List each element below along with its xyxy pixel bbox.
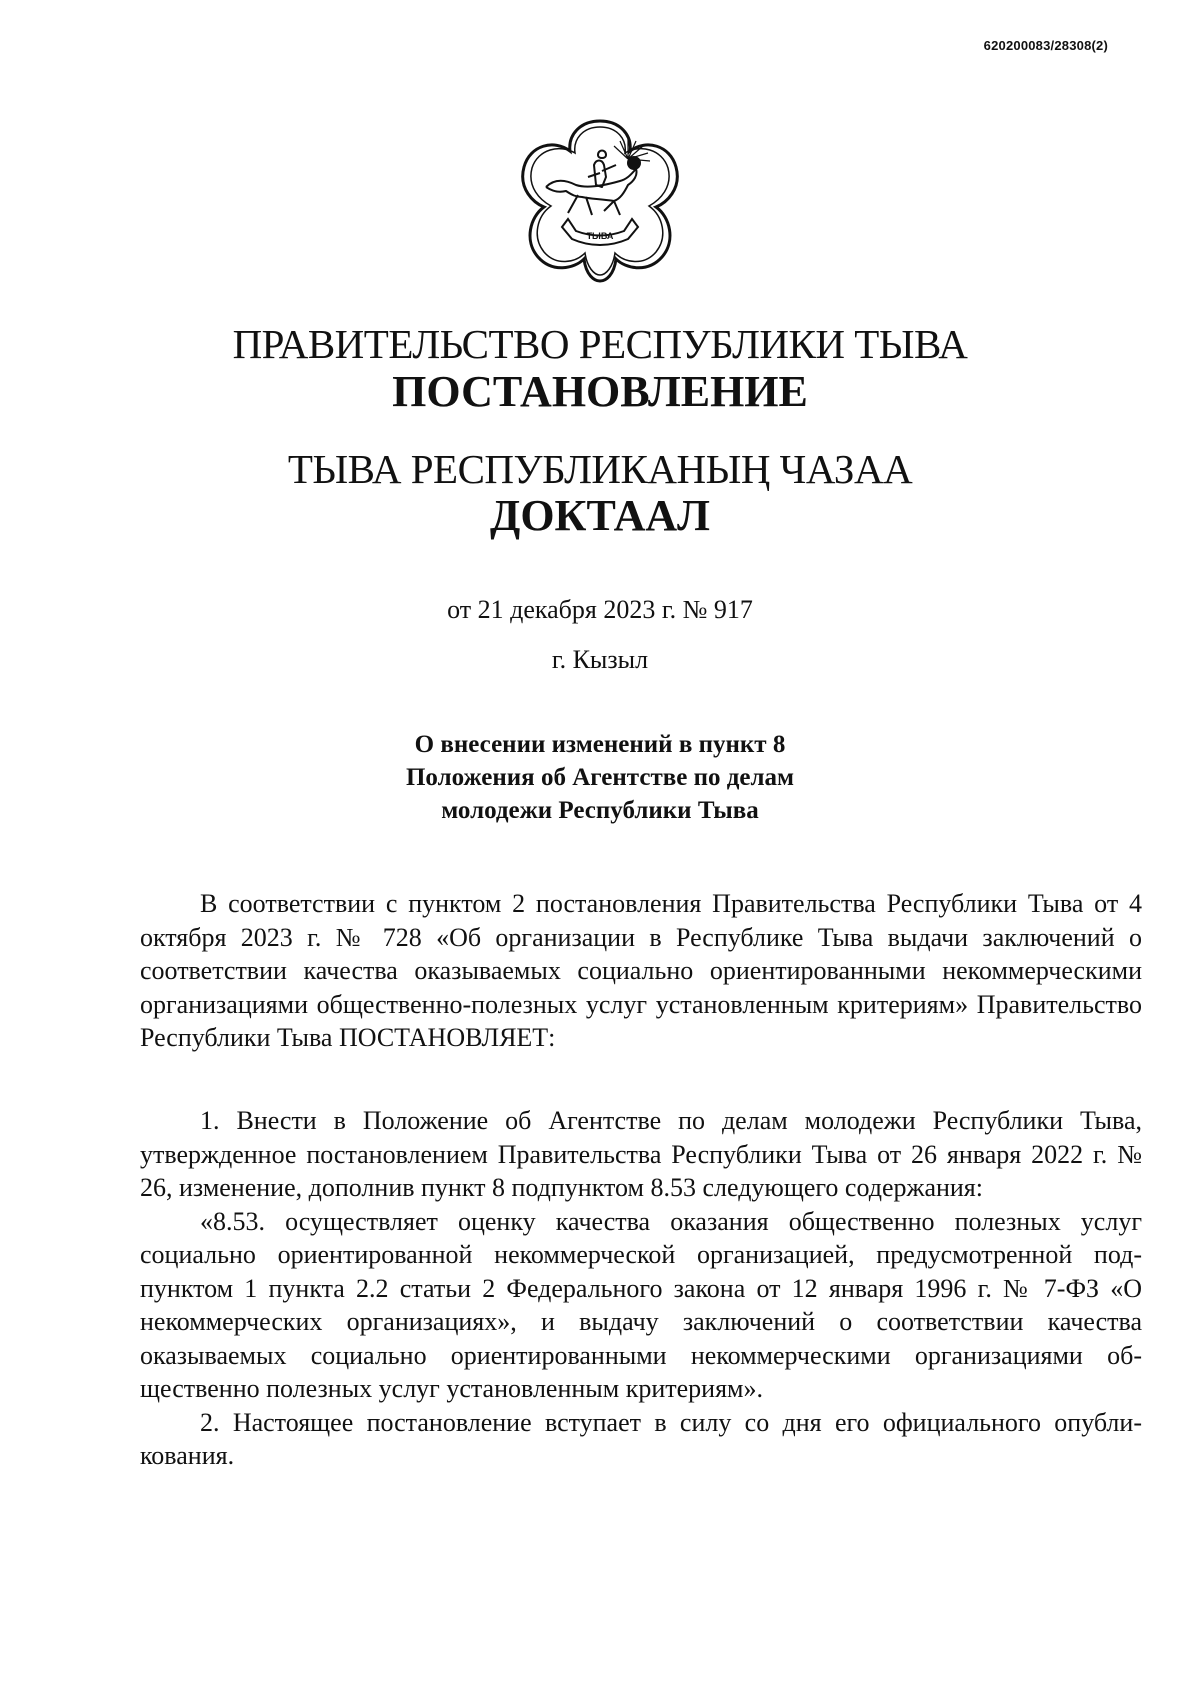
decree-date-number: от 21 декабря 2023 г. № 917 xyxy=(447,595,753,624)
tuva-coat-of-arms-icon xyxy=(516,115,684,283)
item-2-paragraph: 2. Настоящее постановление вступает в силу со дня его официального опубликования. xyxy=(140,1407,1142,1470)
preamble xyxy=(140,887,1142,1055)
decree-city: г. Кызыл xyxy=(551,645,649,674)
decree-title-tuvan: ДОКТААЛ xyxy=(490,491,710,540)
preamble-paragraph: В соответствии с пунктом 2 постановления Правительства Республики Тыва от 4 октября 2023 г. № 728 «Об организации в Республике Тыва выдачи заключений о соответствии качества оказываемых социально ориентированными некоммерческими организациями общественно-полезных услуг установленным критериям» Правительство Республики Тыва ПОСТАНОВЛЯЕТ: xyxy=(140,889,1142,1052)
item-1-paragraph: 1. Внести в Положение об Агентстве по делам молодежи Республики Тыва, утвержденное постановлением Правительства Республики Тыва от 26 января 2022 г. № 26, изменение, дополнив пункт 8 подпунктом 8.53 следующего содержания: xyxy=(140,1106,1142,1202)
decree-title-russian: ПОСТАНОВЛЕНИЕ xyxy=(392,367,808,416)
decree-subject xyxy=(0,728,1200,827)
subject-line: молодежи Республики Тыва xyxy=(441,797,759,824)
subject-line: О внесении изменений в пункт 8 xyxy=(414,731,786,758)
emblem-scroll-text: ТЫВА xyxy=(586,231,614,241)
item-1-quote-paragraph: «8.53. осуществляет оценку качества оказания общественно полезных услуг социально ориентированной некоммерческой организацией, предусмотренной подпунктом 1 пункта 2.2 статьи 2 Федерального закона от 12 января 1996 г. № 7-ФЗ «О некоммерческих организациях», и выдачу заключений о соответствии качества оказываемых социально ориентированными некоммерческими организациями общественно полезных услуг установленным критериям». xyxy=(140,1206,1142,1403)
subject-line: Положения об Агентстве по делам xyxy=(405,764,795,791)
document-code: 620200083/28308(2) xyxy=(983,38,1108,53)
decree-items xyxy=(140,1104,1142,1473)
government-name-russian: ПРАВИТЕЛЬСТВО РЕСПУБЛИКИ ТЫВА xyxy=(232,321,968,367)
government-name-tuvan: ТЫВА РЕСПУБЛИКАНЫҢ ЧАЗАА xyxy=(287,446,913,492)
